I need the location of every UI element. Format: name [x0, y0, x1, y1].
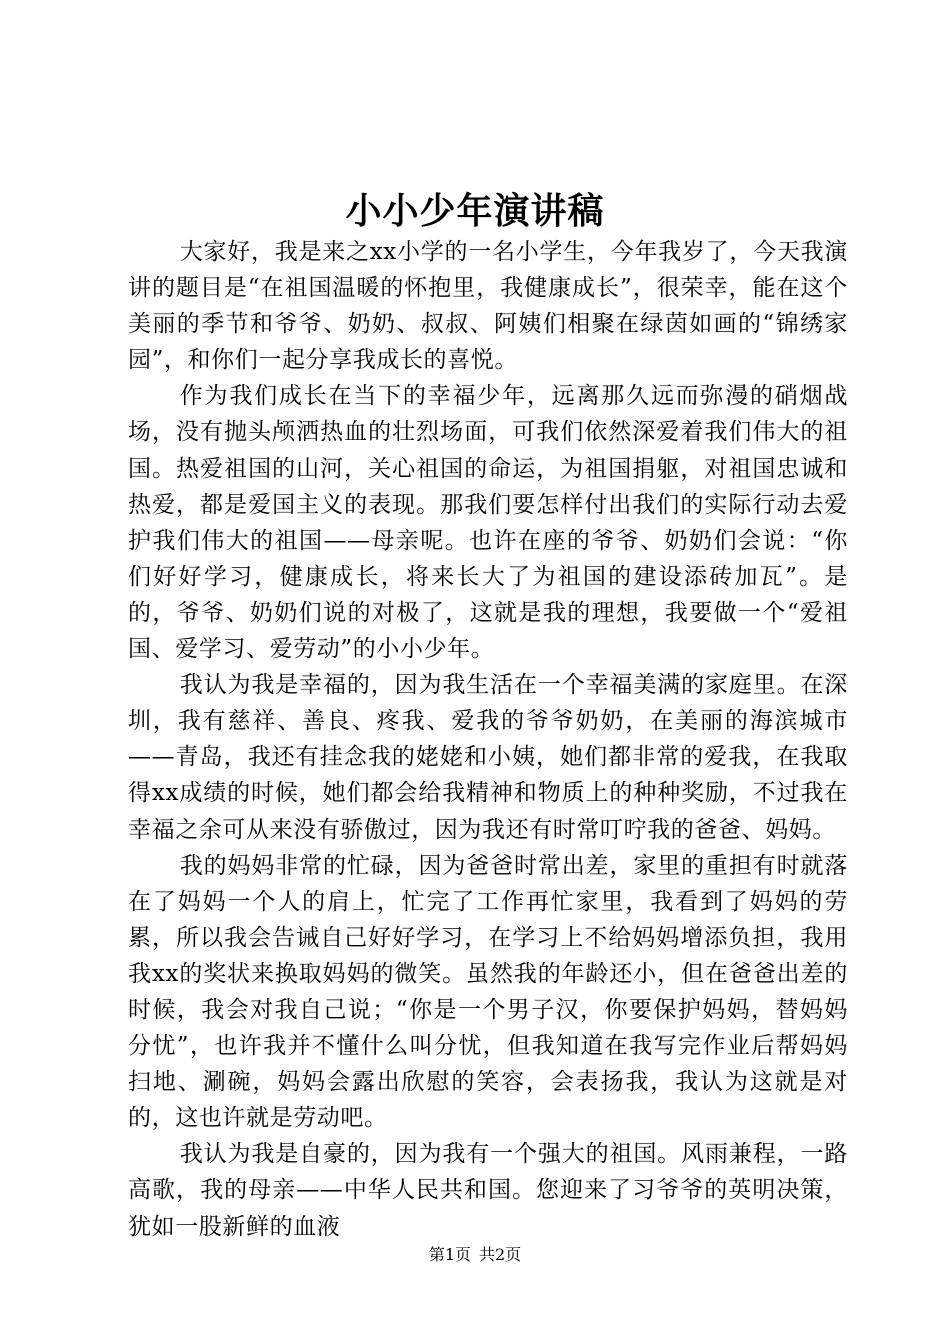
- page-total: 共2页: [479, 1245, 522, 1264]
- paragraph: 大家好，我是来之xx小学的一名小学生，今年我岁了，今天我演讲的题目是“在祖国温暖的怀抱里，我健康成长”，很荣幸，能在这个美丽的季节和爷爷、奶奶、叔叔、阿姨们相聚在绿茵如画的“锦绣家园”，和你们一起分享我成长的喜悦。: [128, 239, 848, 374]
- document-title: 小小少年演讲稿: [345, 190, 605, 232]
- paragraph: 我的妈妈非常的忙碌，因为爸爸时常出差，家里的重担有时就落在了妈妈一个人的肩上，忙完了工作再忙家里，我看到了妈妈的劳累，所以我会告诫自己好好学习，在学习上不给妈妈增添负担，我用我xx的奖状来换取妈妈的微笑。虽然我的年龄还小，但在爸爸出差的时候，我会对我自己说；“你是一个男子汉，你要保护妈妈，替妈妈分忧”，也许我并不懂什么叫分忧，但我知道在我写完作业后帮妈妈扫地、涮碗，妈妈会露出欣慰的笑容，会表扬我，我认为这就是对的，这也许就是劳动吧。: [128, 852, 848, 1132]
- paragraph: 作为我们成长在当下的幸福少年，远离那久远而弥漫的硝烟战场，没有抛头颅洒热血的壮烈场面，可我们依然深爱着我们伟大的祖国。热爱祖国的山河，关心祖国的命运，为祖国捐躯，对祖国忠诚和热爱，都是爱国主义的表现。那我们要怎样付出我们的实际行动去爱护我们伟大的祖国——母亲呢。也许在座的爷爷、奶奶们会说：“你们好好学习，健康成长，将来长大了为祖国的建设添砖加瓦”。是的，爷爷、奶奶们说的对极了，这就是我的理想，我要做一个“爱祖国、爱学习、爱劳动”的小小少年。: [128, 383, 848, 663]
- paragraph: 我认为我是幸福的，因为我生活在一个幸福美满的家庭里。在深圳，我有慈祥、善良、疼我、爱我的爷爷奶奶，在美丽的海滨城市——青岛，我还有挂念我的姥姥和小姨，她们都非常的爱我，在我取得xx成绩的时候，她们都会给我精神和物质上的种种奖励，不过我在幸福之余可从来没有骄傲过，因为我还有时常叮咛我的爸爸、妈妈。: [128, 672, 848, 843]
- document-body: [128, 234, 848, 1245]
- page-number: 第1页: [428, 1245, 471, 1264]
- paragraph: 我认为我是自豪的，因为我有一个强大的祖国。风雨兼程，一路高歌，我的母亲——中华人民共和国。您迎来了习爷爷的英明决策，犹如一股新鲜的血液: [128, 1141, 848, 1240]
- page-footer: [0, 1243, 950, 1267]
